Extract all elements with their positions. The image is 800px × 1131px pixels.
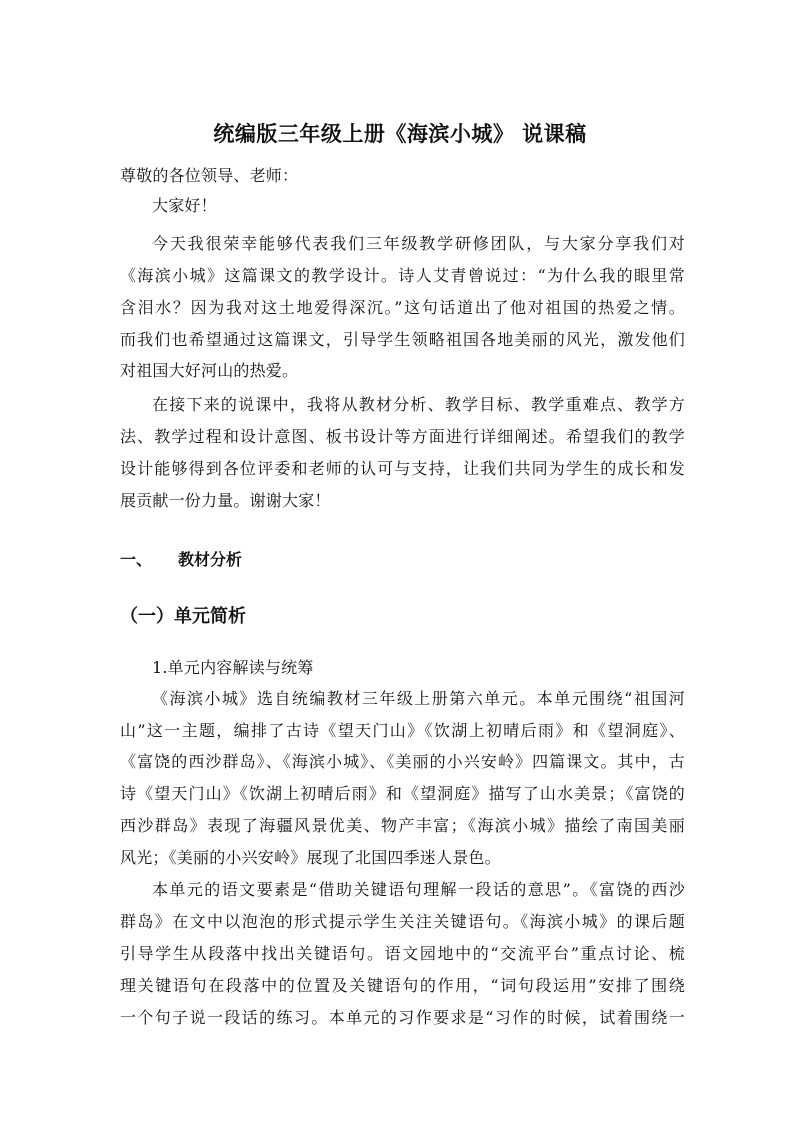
unit-line: 诗《望天门山》《饮湖上初晴后雨》和《望洞庭》描写了山水美景；《富饶的 xyxy=(120,784,685,803)
unit-line: 山”这一主题，编排了古诗《望天门山》《饮湖上初晴后雨》和《望洞庭》、 xyxy=(120,721,685,740)
intro-line: 含泪水？因为我对这土地爱得深沉。”这句话道出了他对祖国的热爱之情。 xyxy=(120,298,685,317)
overview-line: 设计能够得到各位评委和老师的认可与支持，让我们共同为学生的成长和发 xyxy=(120,459,685,478)
language-line: 群岛》在文中以泡泡的形式提示学生关注关键语句。《海滨小城》的课后题 xyxy=(120,912,685,931)
language-line: 引导学生从段落中找出关键语句。语文园地中的“交流平台”重点讨论、梳 xyxy=(120,944,685,963)
section-title: 教材分析 xyxy=(178,550,243,569)
language-line: 本单元的语文要素是“借助关键语句理解一段话的意思”。《富饶的西沙 xyxy=(152,880,685,899)
hello-line: 大家好！ xyxy=(152,196,217,215)
language-line: 一个句子说一段话的练习。本单元的习作要求是“习作的时候，试着围绕一 xyxy=(120,1008,685,1027)
greeting-line: 尊敬的各位领导、老师： xyxy=(120,166,299,185)
unit-line: 风光；《美丽的小兴安岭》展现了北国四季迷人景色。 xyxy=(120,848,501,867)
overview-line: 法、教学过程和设计意图、板书设计等方面进行详细阐述。希望我们的教学 xyxy=(120,427,685,446)
intro-line: 今天我很荣幸能够代表我们三年级教学研修团队，与大家分享我们对 xyxy=(152,234,685,253)
item-title: 1.单元内容解读与统筹 xyxy=(152,658,314,677)
document-title: 统编版三年级上册《海滨小城》 说课稿 xyxy=(213,121,587,146)
unit-line: 西沙群岛》表现了海疆风景优美、物产丰富；《海滨小城》描绘了南国美丽 xyxy=(120,816,685,835)
unit-line: 《富饶的西沙群岛》、《海滨小城》、《美丽的小兴安岭》四篇课文。其中，古 xyxy=(120,752,685,771)
language-line: 理关键语句在段落中的位置及关键语句的作用，“词句段运用”安排了围绕 xyxy=(120,976,685,995)
unit-line: 《海滨小城》选自统编教材三年级上册第六单元。本单元围绕“祖国河 xyxy=(152,689,685,708)
intro-line: 对祖国大好河山的热爱。 xyxy=(120,361,299,380)
subsection-title: （一）单元简析 xyxy=(120,606,246,627)
section-number: 一、 xyxy=(120,550,153,569)
intro-line: 而我们也希望通过这篇课文，引导学生领略祖国各地美丽的风光，激发他们 xyxy=(120,330,685,349)
intro-line: 《海滨小城》这篇课文的教学设计。诗人艾青曾说过：“为什么我的眼里常 xyxy=(120,266,685,285)
overview-line: 展贡献一份力量。谢谢大家！ xyxy=(120,491,331,510)
overview-line: 在接下来的说课中，我将从教材分析、教学目标、教学重难点、教学方 xyxy=(152,395,685,414)
